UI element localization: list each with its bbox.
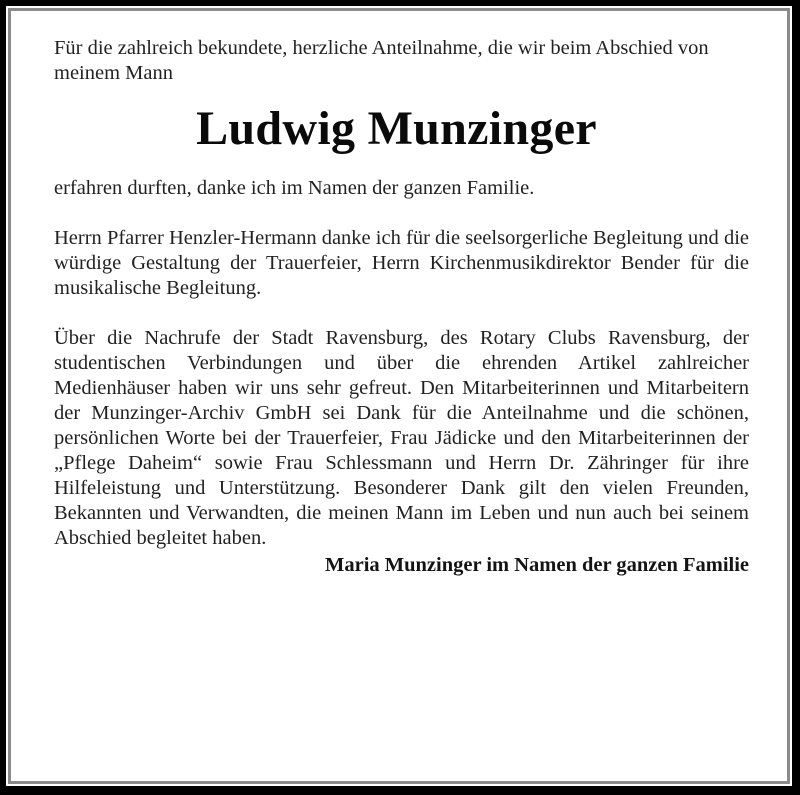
- paragraph-gap: [54, 201, 749, 226]
- thanks-line: erfahren durften, danke ich im Namen der ganzen Familie.: [54, 177, 535, 199]
- paragraph-gap: [54, 301, 749, 326]
- notice-content: [54, 36, 749, 578]
- deceased-name-heading: Ludwig Munzinger: [196, 102, 597, 155]
- clergy-thanks-paragraph: Herrn Pfarrer Henzler-Hermann danke ich für die seelsorgerliche Begleitung und die würdige Gestaltung der Trauerfeier, Herrn Kirchenmusikdirektor Bender für die musikalische Begleitung.: [54, 227, 749, 299]
- acknowledgements-paragraph: Über die Nachrufe der Stadt Ravensburg, des Rotary Clubs Ravensburg, der studentischen Verbindungen und über die ehrenden Artikel zahlreicher Medienhäuser haben wir uns sehr gefreut. Den Mitarbeiterinnen und Mitarbeitern der Munzinger-Archiv GmbH sei Dank für die Anteilnahme und die schönen, persönlichen Worte bei der Trauerfeier, Frau Jädicke und den Mitarbeiterinnen der „Pflege Daheim“ sowie Frau Schlessmann und Herrn Dr. Zähringer für ihre Hilfeleistung und Unterstützung. Besonderer Dank gilt den vielen Freunden, Bekannten und Verwandten, die meinen Mann im Leben und nun auch bei seinem Abschied begleitet haben.: [54, 327, 749, 549]
- notice-outer-frame: [6, 6, 792, 786]
- notice-inner-frame: [8, 8, 790, 784]
- signature: Maria Munzinger im Namen der ganzen Familie: [325, 554, 749, 576]
- intro-text: Für die zahlreich bekundete, herzliche Anteilnahme, die wir beim Abschied von meinem Mann: [54, 37, 709, 84]
